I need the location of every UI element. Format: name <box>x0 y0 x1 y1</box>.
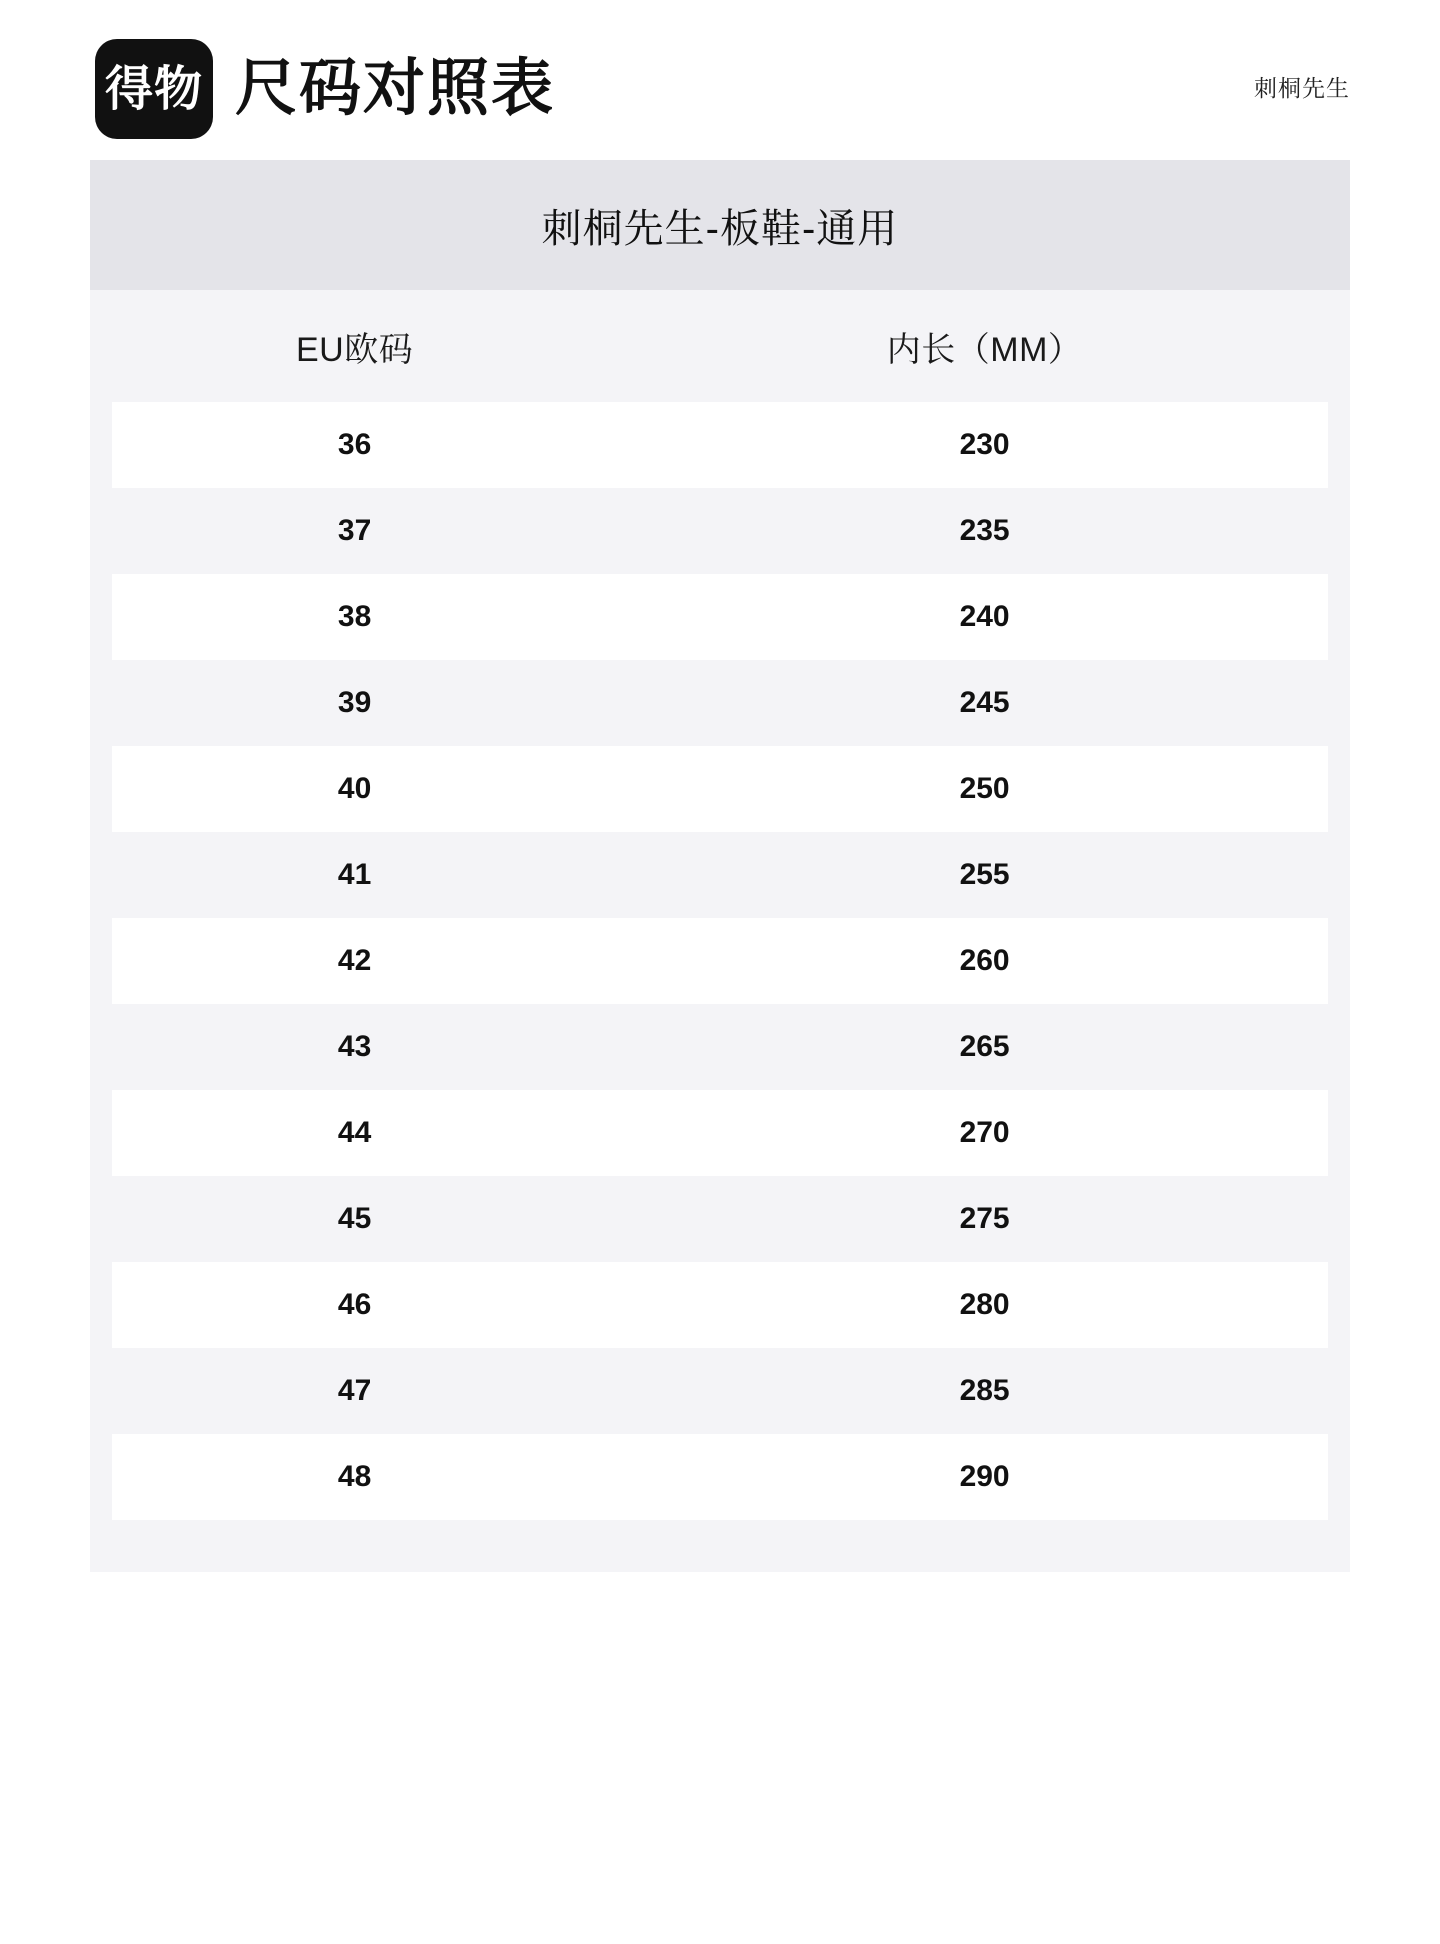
table-row <box>90 1262 1350 1348</box>
logo-text: 得物 <box>104 61 203 117</box>
table-head <box>90 290 1350 402</box>
column-header-eu: EU欧码 <box>90 290 619 402</box>
cell-inner-length: 275 <box>619 1176 1350 1262</box>
cell-inner-length: 290 <box>619 1434 1350 1520</box>
cell-eu-size: 37 <box>90 488 619 574</box>
cell-eu-size: 45 <box>90 1176 619 1262</box>
cell-inner-length: 265 <box>619 1004 1350 1090</box>
page-title: 尺码对照表 <box>235 54 556 123</box>
table-row <box>90 832 1350 918</box>
card-title-bar <box>90 160 1350 290</box>
cell-eu-size: 46 <box>90 1262 619 1348</box>
table-row <box>90 402 1350 488</box>
table-row <box>90 918 1350 1004</box>
cell-inner-length: 230 <box>619 402 1350 488</box>
cell-inner-length: 255 <box>619 832 1350 918</box>
cell-inner-length: 235 <box>619 488 1350 574</box>
cell-inner-length: 240 <box>619 574 1350 660</box>
column-header-length: 内长（MM） <box>619 290 1350 402</box>
table-row <box>90 1176 1350 1262</box>
cell-inner-length: 285 <box>619 1348 1350 1434</box>
cell-eu-size: 41 <box>90 832 619 918</box>
cell-eu-size: 48 <box>90 1434 619 1520</box>
page-header <box>0 0 1440 150</box>
cell-inner-length: 250 <box>619 746 1350 832</box>
cell-inner-length: 245 <box>619 660 1350 746</box>
cell-inner-length: 260 <box>619 918 1350 1004</box>
cell-eu-size: 36 <box>90 402 619 488</box>
size-chart-card <box>90 160 1350 1572</box>
table-body <box>90 402 1350 1520</box>
table-row <box>90 1348 1350 1434</box>
table-row <box>90 1004 1350 1090</box>
cell-eu-size: 47 <box>90 1348 619 1434</box>
table-header-row <box>90 290 1350 402</box>
table-row <box>90 746 1350 832</box>
cell-eu-size: 44 <box>90 1090 619 1176</box>
card-title: 刺桐先生-板鞋-通用 <box>541 206 899 251</box>
table-row <box>90 1434 1350 1520</box>
cell-eu-size: 39 <box>90 660 619 746</box>
cell-eu-size: 42 <box>90 918 619 1004</box>
cell-eu-size: 38 <box>90 574 619 660</box>
brand-logo <box>95 39 213 139</box>
table-row <box>90 660 1350 746</box>
cell-inner-length: 280 <box>619 1262 1350 1348</box>
table-row <box>90 574 1350 660</box>
table-row <box>90 488 1350 574</box>
cell-eu-size: 43 <box>90 1004 619 1090</box>
cell-eu-size: 40 <box>90 746 619 832</box>
cell-inner-length: 270 <box>619 1090 1350 1176</box>
table-row <box>90 1090 1350 1176</box>
size-table <box>90 290 1350 1520</box>
brand-name: 刺桐先生 <box>1254 75 1350 102</box>
